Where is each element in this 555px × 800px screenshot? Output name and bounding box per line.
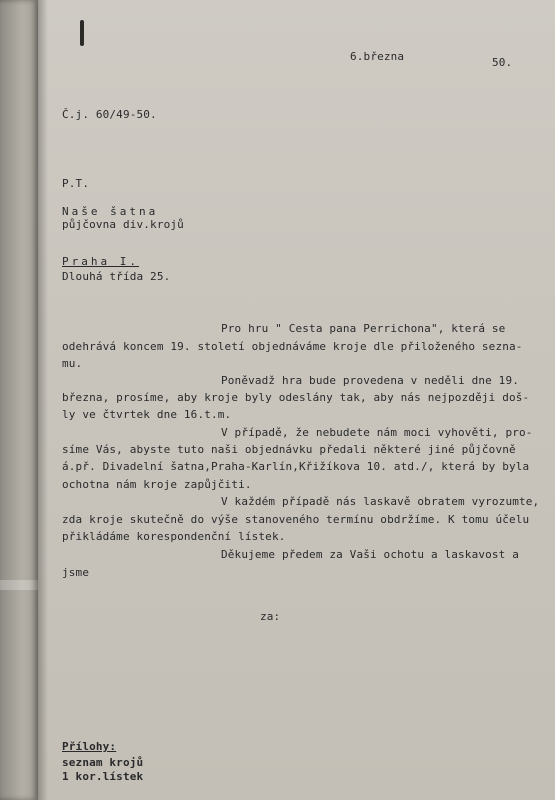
attachment-item: 1 kor.lístek	[62, 770, 144, 783]
body-line: á.př. Divadelní šatna,Praha-Karlín,Křižíkova 10. atd./, která by byla	[62, 460, 530, 473]
body-line: Pro hru " Cesta pana Perrichona", která se	[221, 322, 506, 335]
letter-page	[38, 0, 555, 800]
body-line: Děkujeme předem za Vaši ochotu a laskavost a	[221, 548, 519, 561]
body-line: odehrává koncem 19. století objednáváme kroje dle přiloženého sezna-	[62, 340, 523, 353]
addressee-city: Praha I.	[62, 255, 139, 268]
letter-date: 6.března	[350, 50, 405, 63]
addressee-name: Naše šatna	[62, 205, 159, 218]
attachments-heading: Přílohy:	[62, 740, 117, 753]
closing-text: za:	[260, 610, 281, 623]
staple-mark	[80, 20, 84, 46]
body-line: V každém případě nás laskavě obratem vyrozumte,	[221, 495, 540, 508]
body-line: ochotna nám kroje zapůjčiti.	[62, 478, 252, 491]
body-line: ly ve čtvrtek dne 16.t.m.	[62, 408, 232, 421]
salutation: P.T.	[62, 177, 90, 190]
body-line: síme Vás, abyste tuto naši objednávku předali některé jiné půjčovně	[62, 443, 516, 456]
addressee-subtitle: půjčovna div.krojů	[62, 218, 184, 231]
attachment-item: seznam krojů	[62, 756, 144, 769]
body-line: jsme	[62, 566, 90, 579]
body-line: března, prosíme, aby kroje byly odeslány tak, aby nás nejpozději doš-	[62, 391, 530, 404]
body-line: Poněvadž hra bude provedena v neděli dne 19.	[221, 374, 519, 387]
addressee-street: Dlouhá třída 25.	[62, 270, 171, 283]
body-line: přikládáme korespondenční lístek.	[62, 530, 286, 543]
reference-number: Č.j. 60/49-50.	[62, 108, 157, 121]
body-line: V případě, že nebudete nám moci vyhověti, pro-	[221, 426, 533, 439]
letter-year: 50.	[492, 56, 513, 69]
body-line: zda kroje skutečně do výše stanoveného termínu obdržíme. K tomu účelu	[62, 513, 530, 526]
body-line: mu.	[62, 357, 83, 370]
